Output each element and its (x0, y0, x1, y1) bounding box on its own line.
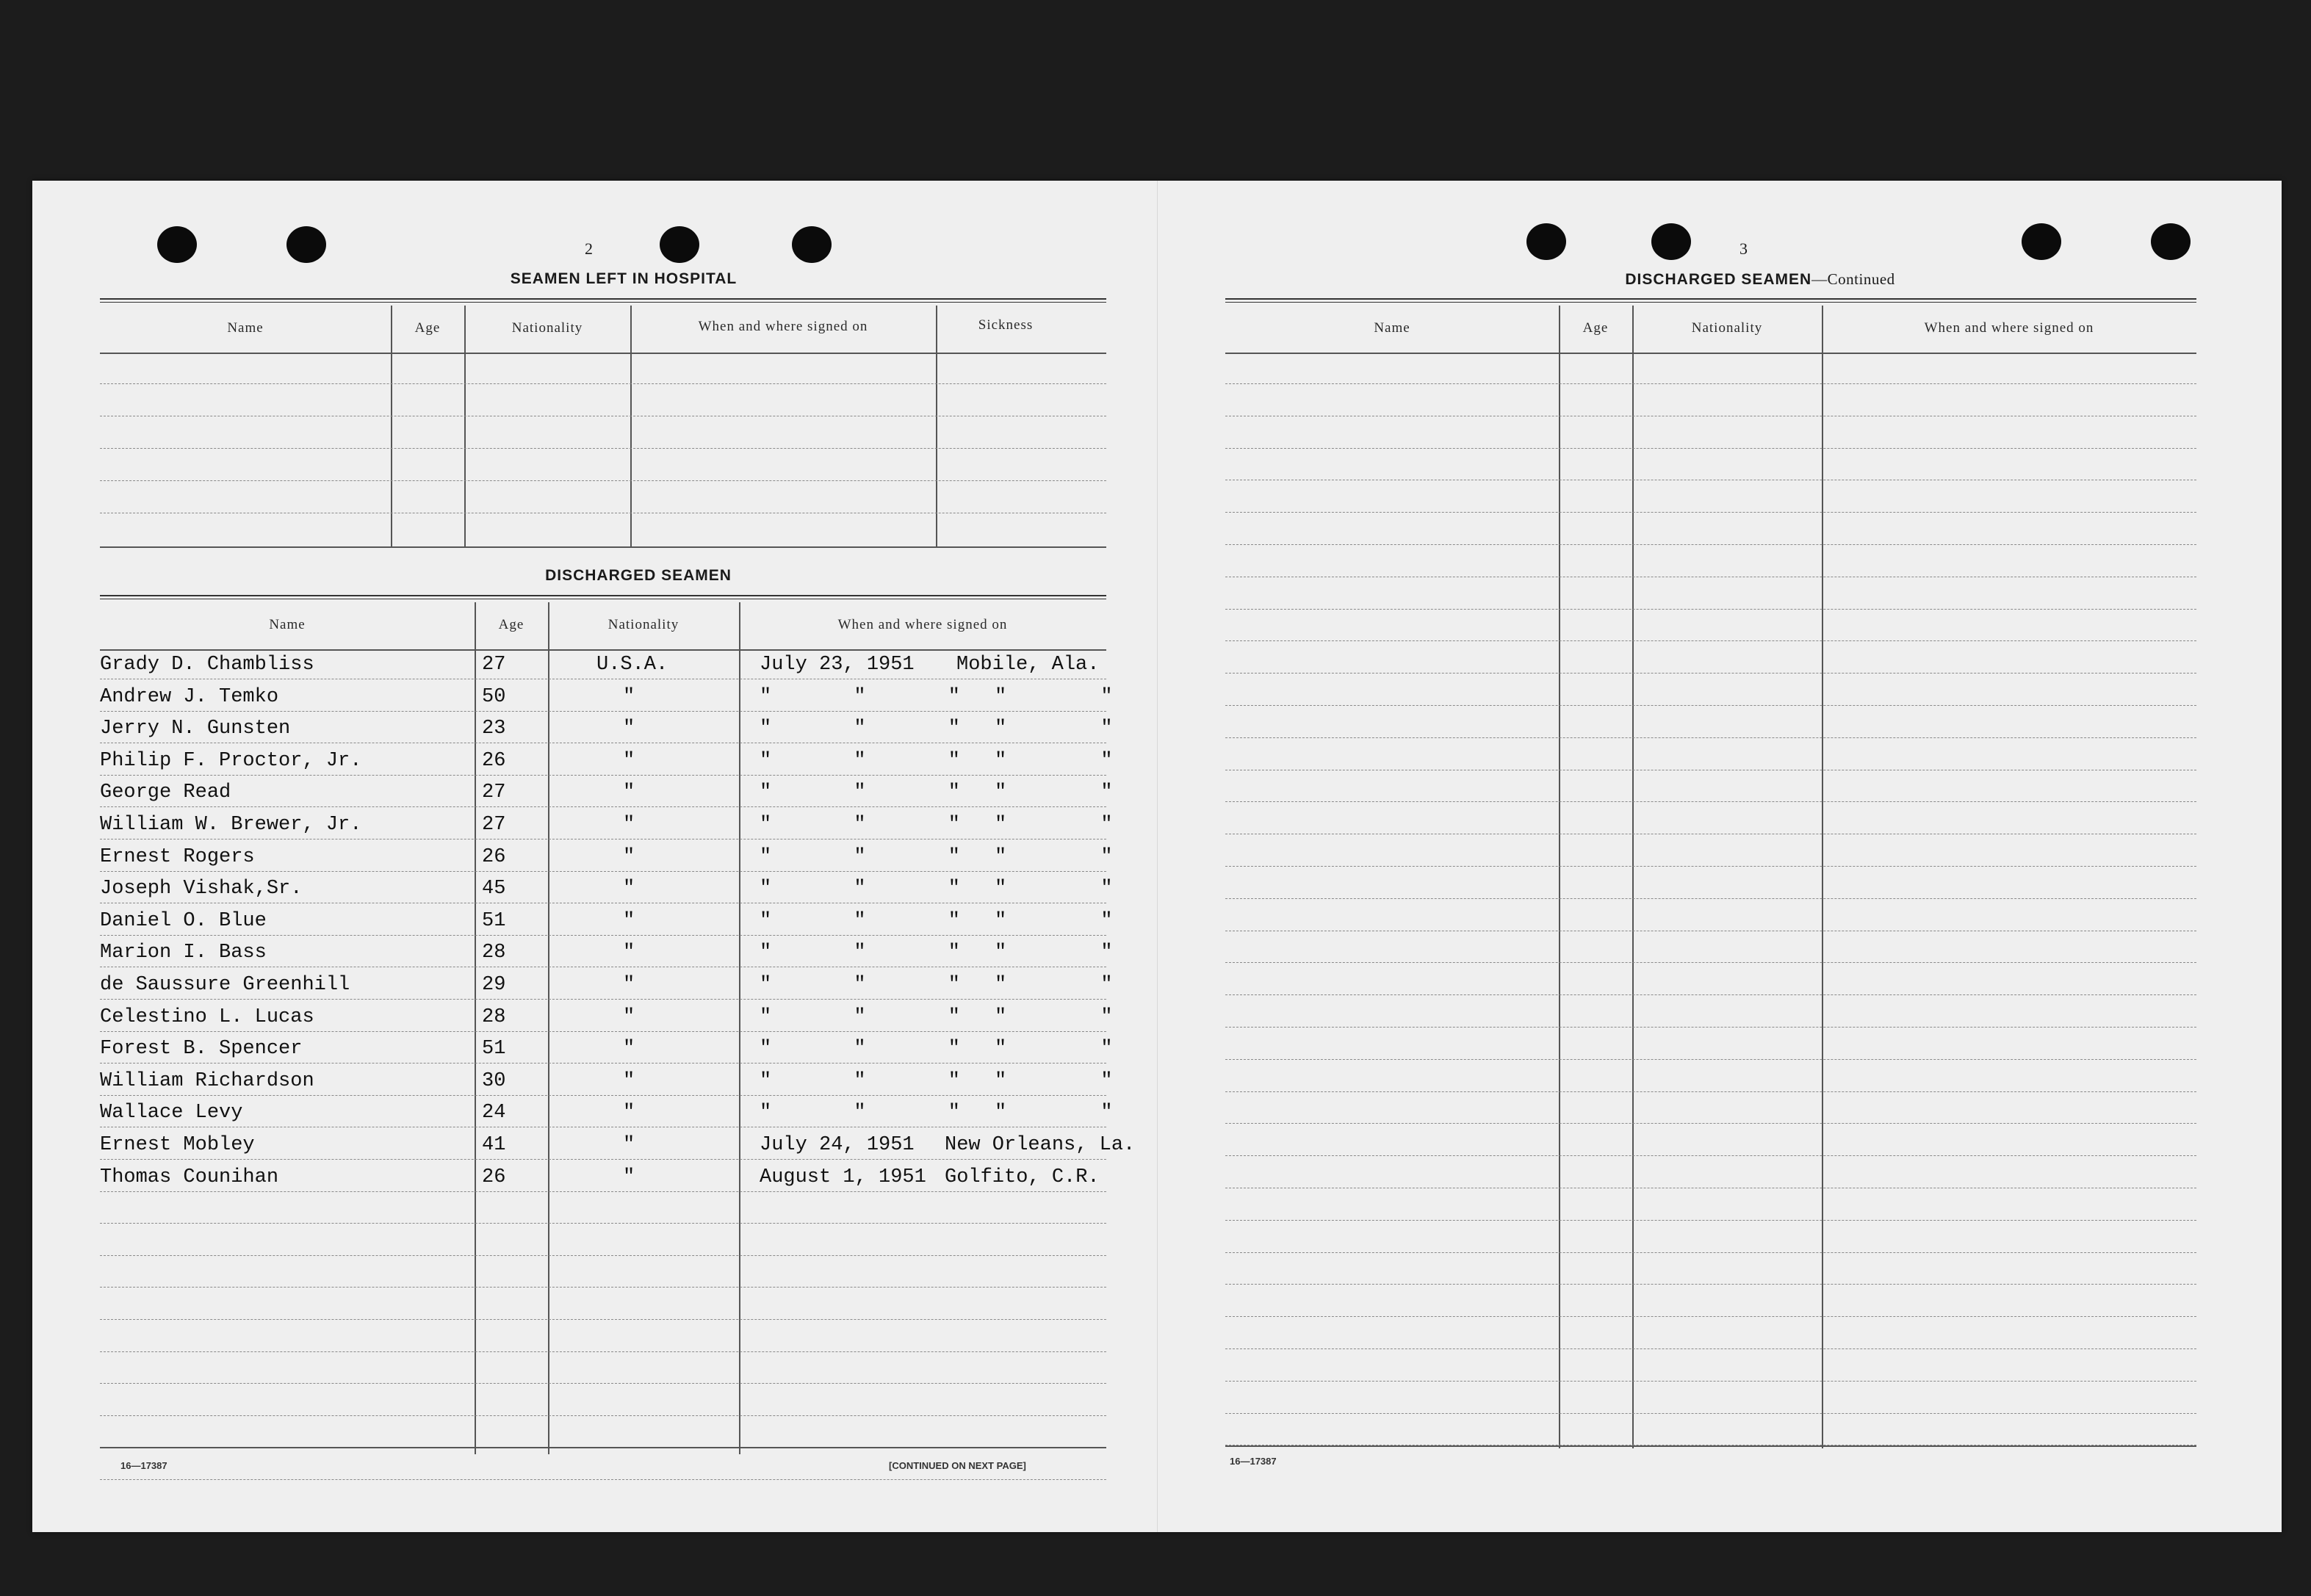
row-rule (1225, 705, 2196, 706)
seaman-name: Ernest Mobley (100, 1134, 255, 1156)
row-rule (100, 871, 1106, 872)
signed-on-place-ditto: " " (995, 781, 1154, 804)
row-rule (100, 448, 1106, 449)
punch-hole (2022, 223, 2061, 260)
seaman-nationality: " (623, 1102, 635, 1124)
row-rule (1225, 448, 2196, 449)
seaman-name: Ernest Rogers (100, 845, 255, 868)
punch-hole (792, 226, 832, 263)
column-divider (1822, 306, 1823, 1448)
signed-on-date-ditto: " " " (760, 909, 996, 932)
row-rule (1225, 1155, 2196, 1156)
seaman-nationality: " (623, 1005, 635, 1028)
row-rule (1225, 737, 2196, 738)
row-rule (1225, 1316, 2196, 1317)
seaman-age: 26 (482, 845, 506, 868)
header-underline (100, 353, 1106, 354)
row-rule (100, 999, 1106, 1000)
row-rule (1225, 866, 2196, 867)
row-rule (1225, 1413, 2196, 1414)
row-rule (100, 1191, 1106, 1192)
seaman-nationality: " (623, 1038, 635, 1061)
seaman-age: 28 (482, 942, 506, 964)
signed-on-place: Golfito, C.R. (945, 1166, 1100, 1188)
seaman-nationality: " (623, 718, 635, 740)
signed-on-date-ditto: " " " (760, 845, 996, 868)
signed-on-place: Mobile, Ala. (956, 654, 1100, 676)
title-rule (1225, 298, 2196, 303)
punch-hole (1526, 223, 1566, 260)
row-rule (100, 806, 1106, 807)
table-bottom-rule (1225, 1445, 2196, 1447)
signed-on-date-ditto: " " " (760, 942, 996, 964)
row-rule (1225, 1220, 2196, 1221)
signed-on-date-ditto: " " " (760, 974, 996, 996)
row-rule (100, 1479, 1106, 1480)
seaman-nationality: " (623, 685, 635, 708)
row-rule (100, 480, 1106, 481)
continued-note: [CONTINUED ON NEXT PAGE] (889, 1460, 1026, 1471)
page-number: 2 (585, 239, 593, 258)
seaman-name: George Read (100, 781, 231, 804)
seaman-name: Philip F. Proctor, Jr. (100, 749, 362, 772)
row-rule (100, 1095, 1106, 1096)
signed-on-date-ditto: " " " (760, 685, 996, 708)
row-rule (100, 711, 1106, 712)
seaman-name: Joseph Vishak,Sr. (100, 878, 303, 900)
row-rule (1225, 544, 2196, 545)
signed-on-place-ditto: " " (995, 1069, 1154, 1092)
seaman-nationality: " (623, 974, 635, 996)
seaman-name: Forest B. Spencer (100, 1038, 303, 1061)
continued-header-nationality: Nationality (1691, 320, 1763, 336)
seaman-name: Thomas Counihan (100, 1166, 279, 1188)
signed-on-place-ditto: " " (995, 942, 1154, 964)
signed-on-place-ditto: " " (995, 1005, 1154, 1028)
row-rule (100, 1287, 1106, 1288)
column-divider (464, 306, 466, 548)
seaman-nationality: " (623, 1134, 635, 1156)
signed-on-date-ditto: " " " (760, 1038, 996, 1061)
row-rule (1225, 640, 2196, 641)
signed-on-date-ditto: " " " (760, 814, 996, 836)
discharged-header-nationality: Nationality (608, 617, 679, 632)
row-rule (1225, 1123, 2196, 1124)
row-rule (100, 1383, 1106, 1384)
hospital-table (100, 306, 1106, 548)
seaman-age: 27 (482, 781, 506, 804)
discharged-section-title: DISCHARGED SEAMEN (545, 567, 732, 584)
left-page (32, 181, 1157, 1532)
signed-on-place-ditto: " " (995, 1038, 1154, 1061)
seaman-name: Grady D. Chambliss (100, 654, 314, 676)
signed-on-date-ditto: " " " (760, 718, 996, 740)
seaman-name: de Saussure Greenhill (100, 974, 350, 996)
row-rule (1225, 1027, 2196, 1028)
row-rule (100, 1351, 1106, 1352)
signed-on-date-ditto: " " " (760, 878, 996, 900)
signed-on-date-ditto: " " " (760, 1069, 996, 1092)
row-rule (100, 1415, 1106, 1416)
seaman-age: 24 (482, 1102, 506, 1124)
seaman-age: 26 (482, 749, 506, 772)
row-rule (100, 935, 1106, 936)
signed-on-place-ditto: " " (995, 878, 1154, 900)
title-rule (100, 595, 1106, 599)
header-underline (1225, 353, 2196, 354)
form-number: 16—17387 (120, 1460, 167, 1471)
row-rule (1225, 383, 2196, 384)
seaman-name: Wallace Levy (100, 1102, 243, 1124)
signed-on-place-ditto: " " (995, 685, 1154, 708)
row-rule (100, 1159, 1106, 1160)
form-number: 16—17387 (1230, 1456, 1277, 1467)
discharged-header-name: Name (269, 617, 306, 632)
seaman-age: 27 (482, 654, 506, 676)
punch-hole (1651, 223, 1691, 260)
signed-on-date: July 23, 1951 (760, 654, 915, 676)
hospital-header-name: Name (227, 320, 264, 336)
discharged-header-signed-on: When and where signed on (837, 617, 1008, 632)
row-rule (1225, 1381, 2196, 1382)
seaman-age: 45 (482, 878, 506, 900)
column-divider (936, 306, 937, 548)
right-page (1157, 181, 2282, 1532)
signed-on-place-ditto: " " (995, 1102, 1154, 1124)
seaman-age: 29 (482, 974, 506, 996)
seaman-name: Daniel O. Blue (100, 909, 267, 932)
signed-on-date-ditto: " " " (760, 1005, 996, 1028)
row-rule (1225, 609, 2196, 610)
row-rule (1225, 994, 2196, 995)
seaman-nationality: " (623, 845, 635, 868)
seaman-age: 23 (482, 718, 506, 740)
hospital-header-sickness: Sickness (978, 317, 1034, 333)
signed-on-date: July 24, 1951 (760, 1134, 915, 1156)
row-rule (1225, 801, 2196, 802)
discharged-continued-title (1540, 270, 1980, 289)
seaman-nationality: " (623, 749, 635, 772)
signed-on-place-ditto: " " (995, 974, 1154, 996)
seaman-name: Jerry N. Gunsten (100, 718, 291, 740)
row-rule (100, 775, 1106, 776)
row-rule (100, 1319, 1106, 1320)
punch-hole (157, 226, 197, 263)
row-rule (100, 383, 1106, 384)
page-number: 3 (1739, 239, 1748, 258)
row-rule (100, 1063, 1106, 1064)
signed-on-date-ditto: " " " (760, 749, 996, 772)
column-divider (391, 306, 392, 548)
row-rule (1225, 512, 2196, 513)
hospital-header-nationality: Nationality (511, 320, 583, 336)
title-suffix: —Continued (1811, 270, 1895, 288)
column-divider (630, 306, 632, 548)
signed-on-place-ditto: " " (995, 718, 1154, 740)
row-rule (100, 1031, 1106, 1032)
signed-on-date-ditto: " " " (760, 781, 996, 804)
row-rule (1225, 1091, 2196, 1092)
continued-table (1225, 306, 2196, 1451)
hospital-header-signed-on: When and where signed on (698, 319, 868, 334)
signed-on-place-ditto: " " (995, 749, 1154, 772)
discharged-header-age: Age (498, 617, 524, 632)
title-rule (100, 298, 1106, 303)
seaman-age: 26 (482, 1166, 506, 1188)
row-rule (100, 1223, 1106, 1224)
title-main: DISCHARGED SEAMEN (1625, 271, 1812, 288)
continued-header-signed-on: When and where signed on (1924, 320, 2094, 336)
seaman-name: Andrew J. Temko (100, 685, 279, 708)
seaman-nationality: " (623, 814, 635, 836)
row-rule (100, 1255, 1106, 1256)
row-rule (1225, 673, 2196, 674)
continued-header-age: Age (1582, 320, 1609, 336)
continued-header-name: Name (1374, 320, 1410, 336)
column-divider (475, 602, 476, 1454)
seaman-name: Celestino L. Lucas (100, 1005, 314, 1028)
seaman-age: 30 (482, 1069, 506, 1092)
seaman-name: William W. Brewer, Jr. (100, 814, 362, 836)
seaman-age: 50 (482, 685, 506, 708)
seaman-age: 41 (482, 1134, 506, 1156)
seaman-nationality: " (623, 878, 635, 900)
seaman-age: 27 (482, 814, 506, 836)
column-divider (739, 602, 740, 1454)
seaman-nationality: " (623, 781, 635, 804)
signed-on-place-ditto: " " (995, 909, 1154, 932)
seaman-name: Marion I. Bass (100, 942, 267, 964)
column-divider (1632, 306, 1634, 1448)
discharged-table (100, 602, 1154, 1454)
column-divider (548, 602, 549, 1454)
seaman-age: 51 (482, 1038, 506, 1061)
signed-on-date: August 1, 1951 (760, 1166, 926, 1188)
signed-on-place-ditto: " " (995, 845, 1154, 868)
signed-on-place-ditto: " " (995, 814, 1154, 836)
seaman-nationality: " (623, 942, 635, 964)
table-bottom-rule (100, 1447, 1106, 1448)
hospital-header-age: Age (414, 320, 441, 336)
seaman-nationality: " (623, 909, 635, 932)
punch-hole (286, 226, 326, 263)
seaman-age: 51 (482, 909, 506, 932)
row-rule (1225, 1284, 2196, 1285)
row-rule (1225, 1348, 2196, 1349)
seaman-nationality: " (623, 1166, 635, 1188)
row-rule (1225, 1252, 2196, 1253)
seaman-nationality: U.S.A. (596, 654, 668, 676)
table-bottom-rule (100, 546, 1106, 548)
row-rule (1225, 1059, 2196, 1060)
signed-on-date-ditto: " " " (760, 1102, 996, 1124)
seaman-name: William Richardson (100, 1069, 314, 1092)
row-rule (1225, 962, 2196, 963)
header-underline (100, 649, 1106, 651)
row-rule (1225, 898, 2196, 899)
seaman-nationality: " (623, 1069, 635, 1092)
document-sheet (32, 181, 2282, 1532)
punch-hole (660, 226, 699, 263)
column-divider (1559, 306, 1560, 1448)
punch-hole (2151, 223, 2191, 260)
hospital-section-title: SEAMEN LEFT IN HOSPITAL (510, 270, 738, 287)
seaman-age: 28 (482, 1005, 506, 1028)
signed-on-place: New Orleans, La. (945, 1134, 1136, 1156)
